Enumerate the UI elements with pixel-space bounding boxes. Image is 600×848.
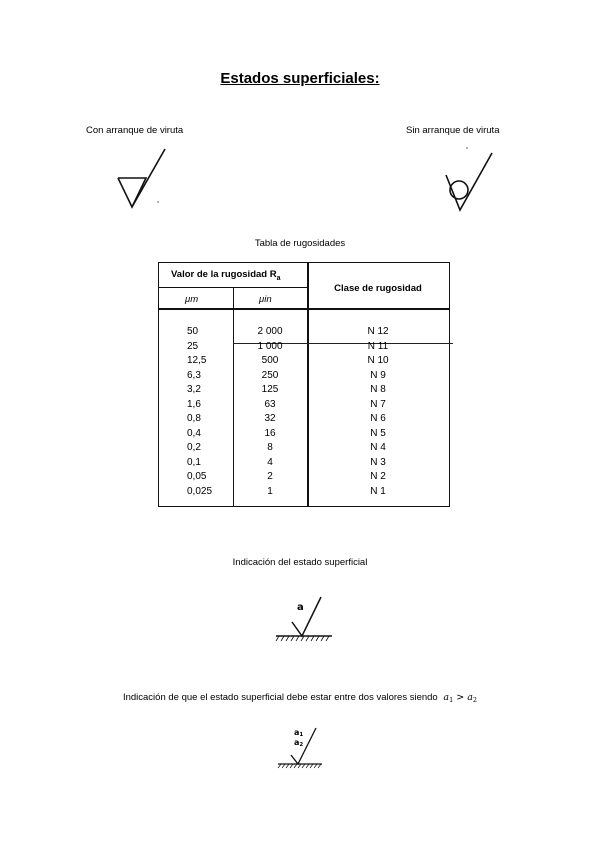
table-cell-uin: 1 — [267, 485, 273, 497]
table-cell-class: N 11 — [367, 340, 389, 352]
table-cell-uin: 1 000 — [257, 340, 283, 352]
table-cell-um: 12,5 — [187, 355, 207, 366]
table-cell-um: 50 — [187, 326, 199, 337]
symbol2-top: a1 — [294, 728, 304, 738]
table-cell-class: N 6 — [370, 413, 386, 424]
table-cell-um: 0,05 — [187, 471, 207, 482]
table-cell-uin: 32 — [264, 413, 276, 424]
table-cell-class: N 5 — [370, 427, 386, 439]
no-machining-symbol-icon — [440, 145, 500, 220]
table-cell-um: 0,2 — [187, 442, 201, 453]
page-title: Estados superficiales: — [220, 70, 380, 87]
table-cell-uin: 2 — [267, 471, 273, 482]
label-without-chip-removal: Sin arranque de viruta — [406, 125, 500, 136]
machining-symbol-icon — [110, 145, 170, 215]
table-cell-um: 0,025 — [187, 485, 213, 497]
table-cell-uin: 2 000 — [257, 326, 283, 337]
symbol-letter: a — [297, 602, 304, 613]
table-cell-class: N 2 — [370, 471, 386, 482]
two-value-symbol-icon — [274, 722, 326, 772]
table-cell-uin: 250 — [261, 369, 279, 381]
table-cell-uin: 16 — [264, 427, 276, 439]
table-cell-um: 0,1 — [187, 456, 201, 468]
indication2-caption: Indicación de que el estado superficial debe estar entre dos valores siendo $a_1 > a_2$ — [122, 692, 478, 704]
header-roughness-value: Valor de la rugosidad $R_a$ — [171, 269, 281, 282]
header-roughness-class: Clase de rugosidad — [334, 283, 422, 294]
table-cell-class: N 8 — [370, 384, 386, 395]
label-with-chip-removal: Con arranque de viruta — [86, 125, 184, 136]
col-um: μm — [185, 294, 199, 305]
table-cell-class: N 7 — [370, 398, 386, 410]
table-cell-class: N 4 — [370, 442, 386, 453]
table-cell-um: 25 — [187, 340, 199, 352]
table-cell-uin: 8 — [267, 442, 273, 453]
table-cell-class: N 10 — [367, 355, 389, 366]
table-cell-uin: 125 — [261, 384, 279, 395]
col-uin: μin — [259, 294, 272, 305]
table-cell-um: 1,6 — [187, 398, 201, 410]
symbol2-bottom: a2 — [294, 738, 304, 748]
table-caption: Tabla de rugosidades — [254, 238, 346, 249]
table-cell-class: N 3 — [370, 456, 386, 468]
table-cell-class: N 9 — [370, 369, 386, 381]
indication-caption: Indicación del estado superficial — [232, 557, 368, 568]
table-cell-uin: 63 — [264, 398, 276, 410]
surface-indication-symbol-icon — [272, 592, 336, 648]
table-cell-um: 0,4 — [187, 427, 201, 439]
table-cell-um: 3,2 — [187, 384, 201, 395]
table-cell-um: 0,8 — [187, 413, 201, 424]
table-cell-uin: 4 — [267, 456, 273, 468]
table-cell-class: N 12 — [367, 326, 389, 337]
roughness-table — [158, 262, 450, 507]
table-cell-um: 6,3 — [187, 369, 201, 381]
table-cell-uin: 500 — [261, 355, 279, 366]
table-cell-class: N 1 — [370, 485, 386, 497]
